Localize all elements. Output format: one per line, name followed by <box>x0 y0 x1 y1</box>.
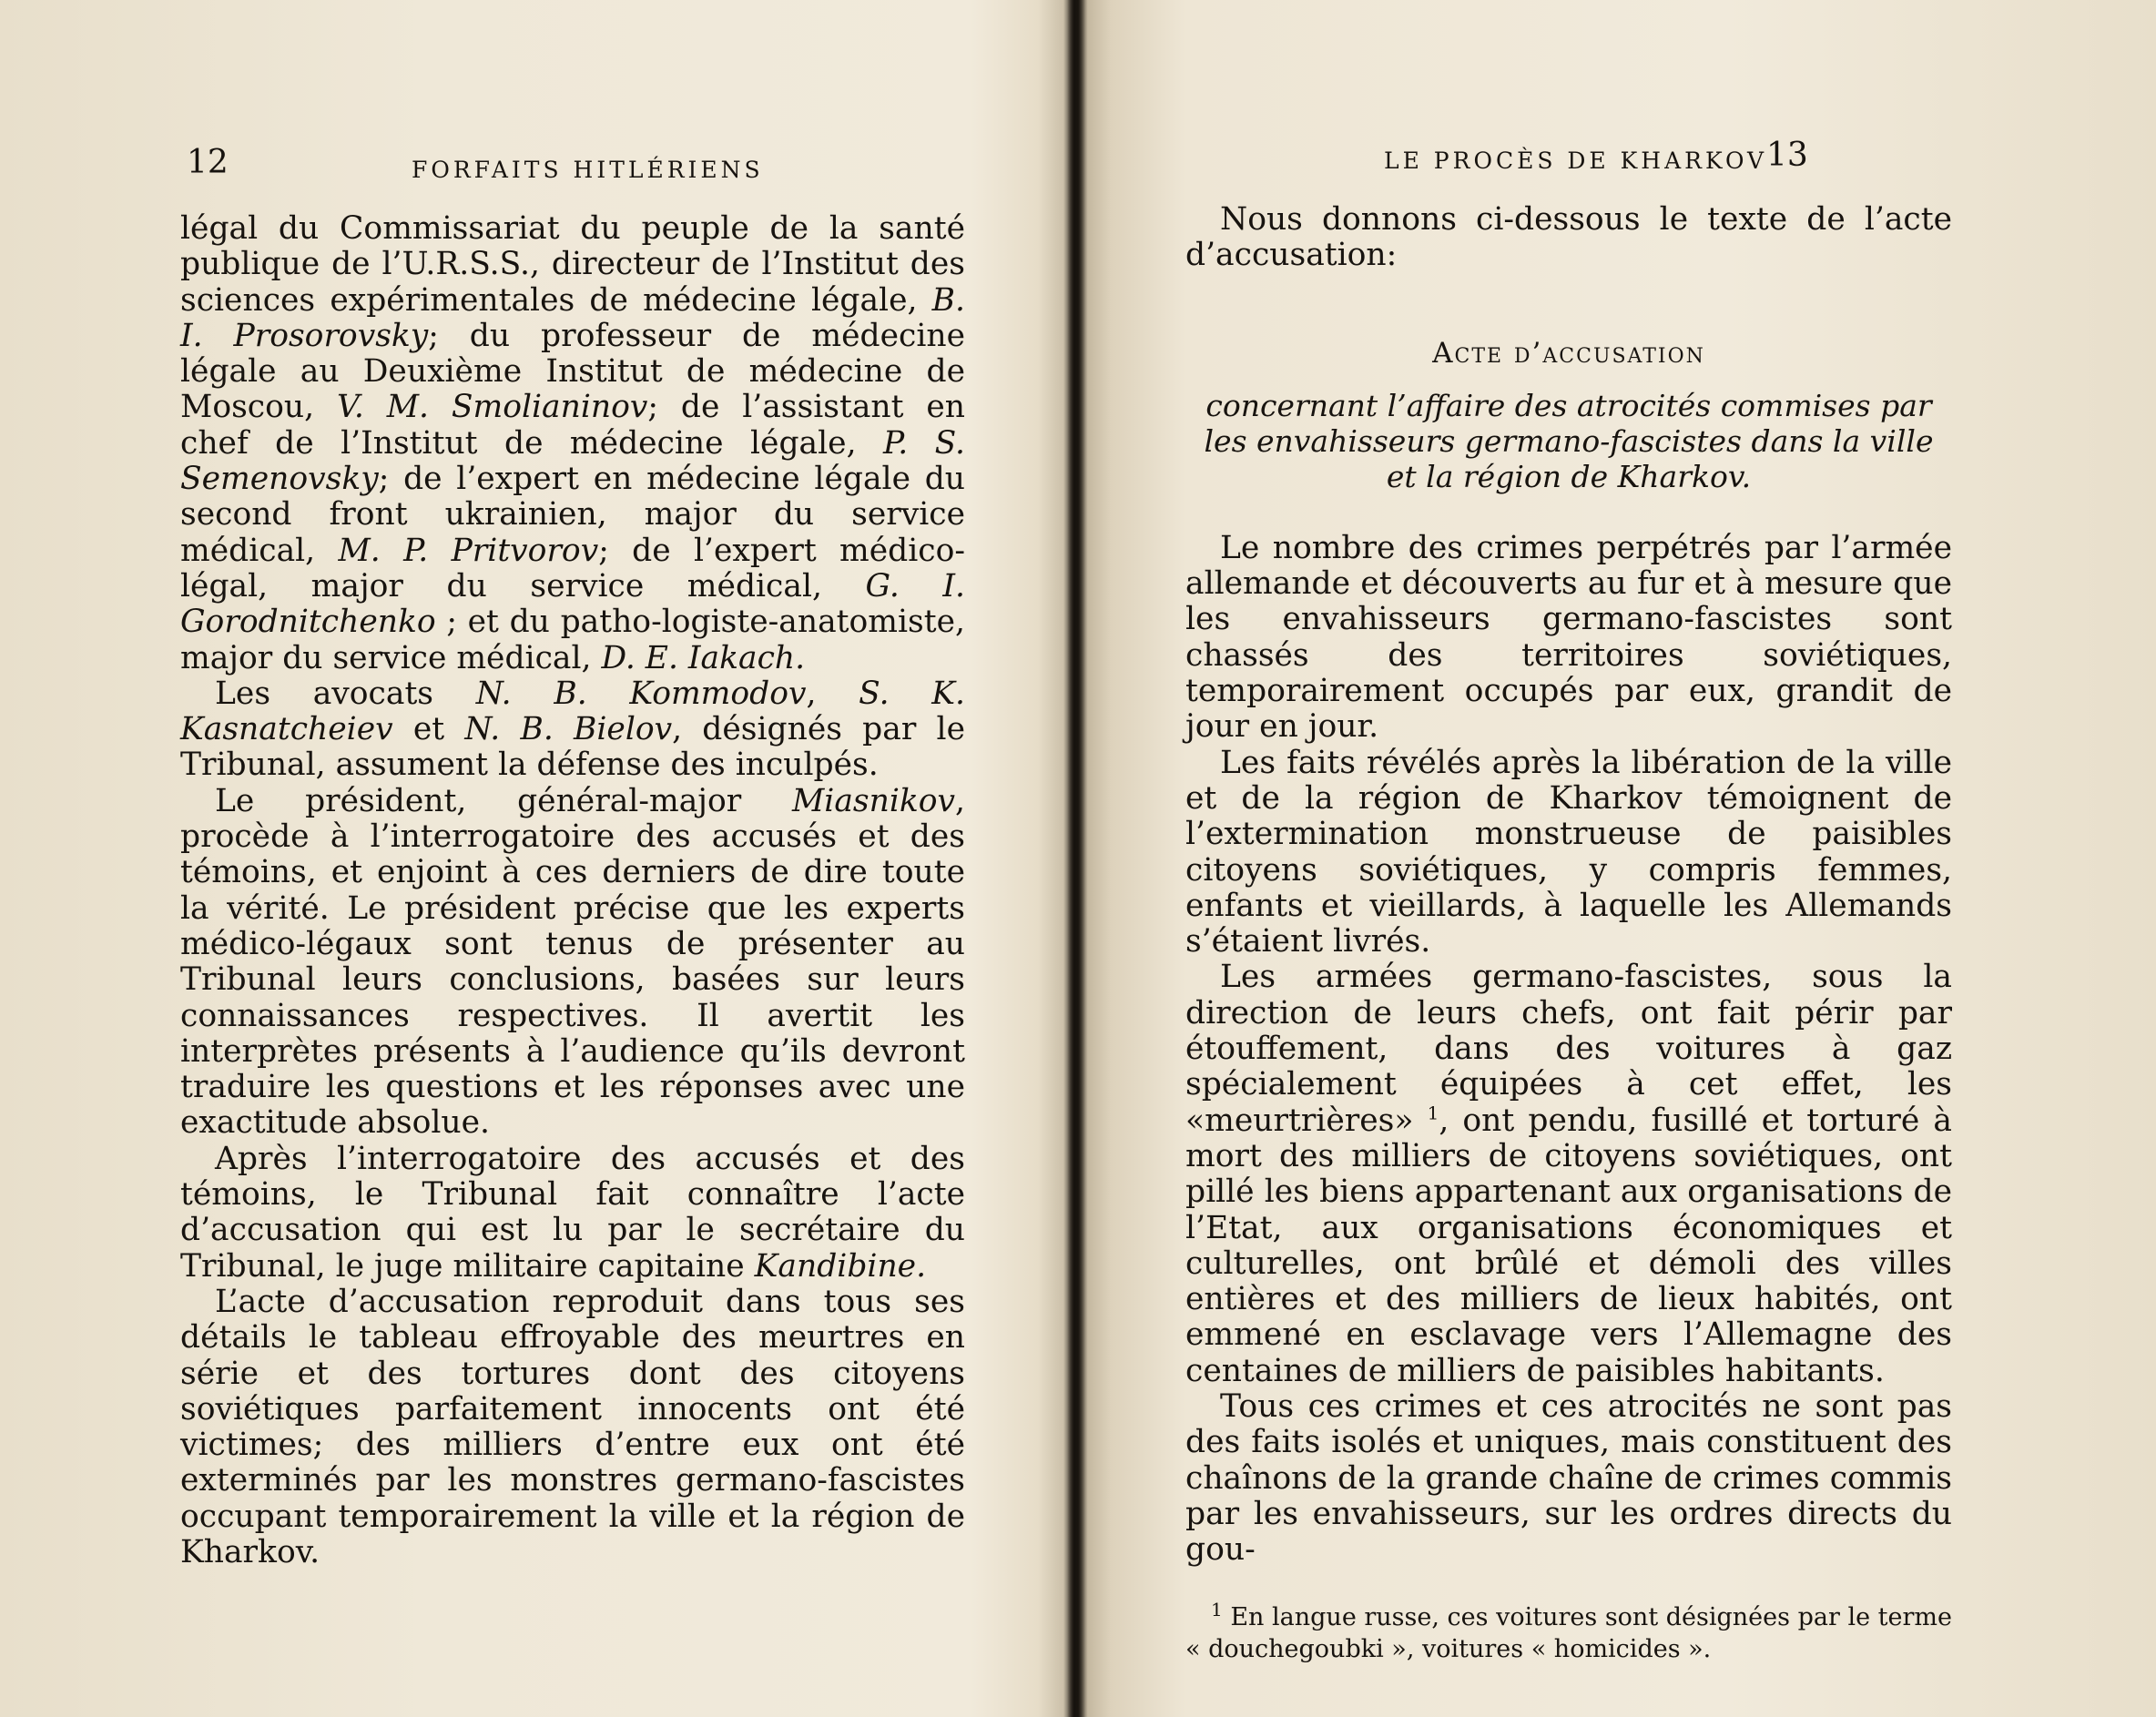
footnote-text: En langue russe, ces voitures sont désignées par le terme « douchegoubki », voitures « homicides ». <box>1185 1602 1952 1663</box>
person-name: Miasnikov <box>791 782 956 819</box>
footnote-mark: 1 <box>1211 1598 1223 1620</box>
section-subtitle: concernant l’affaire des atrocités commises par les envahisseurs germano-fascistes dans la ville et la région de Kharkov. <box>1204 387 1934 494</box>
person-name: D. E. Iakach. <box>601 639 806 676</box>
left-running-title: FORFAITS HITLÉRIENS <box>412 157 764 183</box>
person-name: P. S. Semenovsky <box>180 424 965 498</box>
paragraph: Tous ces crimes et ces atrocités ne sont pas des faits isolés et uniques, mais constituent des chaînons de la grande chaîne de crimes commis par les envahisseurs, sur les ordres directs du gou- <box>1185 1388 1952 1569</box>
person-name: G. I. Gorodnitchenko <box>180 567 965 641</box>
paragraph <box>180 1142 965 1285</box>
text-run: Le président, général-major <box>215 782 792 819</box>
left-page-body <box>180 211 965 1570</box>
paragraph <box>180 676 965 784</box>
paragraph: Le nombre des crimes perpétrés par l’armée allemande et découverts au fur et à mesure que les envahisseurs germano-fascistes sont chassés des territoires soviétiques, temporairement occupés par eux, grandit de jour en jour. <box>1185 529 1952 746</box>
left-running-head <box>0 137 1056 191</box>
footnote <box>1185 1598 1952 1665</box>
left-page <box>0 0 1056 1717</box>
paragraph <box>180 211 965 676</box>
right-running-title: LE PROCÈS DE KHARKOV <box>1384 147 1768 174</box>
person-name: Kandibine. <box>754 1247 927 1285</box>
left-page-number: 12 <box>187 144 229 181</box>
text-run: ; de l’assistant en chef de l’Institut de médecine légale, <box>180 389 965 462</box>
text-run: Les armées germano-fascistes, sous la direction de leurs chefs, ont fait périr par étouffement, dans des voitures à gaz spécialement équipées à cet effet, les «meurtrières» <box>1185 959 1952 1139</box>
person-name: N. B. Kommodov <box>475 675 807 712</box>
paragraph <box>180 784 965 1142</box>
person-name: N. B. Bielov <box>464 711 673 748</box>
right-page-body <box>1185 202 1952 1665</box>
right-running-head <box>1074 137 2156 191</box>
text-run: Les avocats <box>215 675 476 712</box>
text-run: ; de l’expert en médecine légale du second front ukrainien, major du service médical, <box>180 461 965 569</box>
footnote-reference: 1 <box>1427 1102 1439 1124</box>
paragraph <box>1185 960 1952 1389</box>
text-run: et <box>392 711 465 748</box>
right-page-number: 13 <box>1766 137 1808 174</box>
intro-paragraph: Nous donnons ci-dessous le texte de l’acte d’accusation: <box>1185 201 1952 274</box>
text-run: Après l’interrogatoire des accusés et des témoins, le Tribunal fait connaître l’acte d’accusation qui est lu par le secrétaire du Tribunal, le juge militaire capitaine <box>180 1140 965 1285</box>
text-run: , procède à l’interrogatoire des accusés et des témoins, et enjoint à ces derniers de dire toute la vérité. Le président précise que les experts médico-légaux sont tenus de présenter au Tribunal leurs conclusions, basées sur leurs connaissances respectives. Il avertit les interprètes présents à l’audience qu’ils devront traduire les questions et les réponses avec une exactitude absolue. <box>180 782 965 1142</box>
person-name: S. K. Kasnatcheiev <box>180 675 965 748</box>
text-run: , <box>806 675 859 712</box>
right-page <box>1074 0 2156 1717</box>
person-name: V. M. Smolianinov <box>336 389 648 426</box>
paragraph: Les faits révélés après la libération de la ville et de la région de Kharkov témoignent de l’extermination monstrueuse de paisibles citoyens soviétiques, y compris femmes, enfants et vieillards, à laquelle les Allemands s’étaient livrés. <box>1185 744 1952 960</box>
text-run: , désignés par le Tribunal, assument la défense des inculpés. <box>180 711 965 784</box>
person-name: M. P. Pritvorov <box>338 532 599 569</box>
section-title: Acte d’accusation <box>1432 336 1705 370</box>
text-run: ; du professeur de médecine légale au Deuxième Institut de médecine de Moscou, <box>180 317 965 426</box>
text-run: ; et du patho-logiste-anatomiste, major du service médical, <box>180 604 965 676</box>
paragraph: L’acte d’accusation reproduit dans tous ses détails le tableau effroyable des meurtres en série et des tortures dont des citoyens soviétiques parfaitement innocents ont été victimes; des milliers d’entre eux ont été exterminés par les monstres germano-fascistes occupant temporairement la ville et la région de Kharkov. <box>180 1283 965 1570</box>
text-run: ; de l’expert médico-légal, major du service médical, <box>180 532 965 605</box>
text-run: légal du Commissariat du peuple de la santé publique de l’U.R.S.S., directeur de l’Institut des sciences expérimentales de médecine légale, <box>180 210 965 319</box>
text-run: , ont pendu, fusillé et torturé à mort des milliers de citoyens soviétiques, ont pillé les biens appartenant aux organisations de l’Etat, aux organisations économiques et culturelles, ont brûlé et démoli des villes entières et des milliers de lieux habités, ont emmené en esclavage vers l’Allemagne des centaines de milliers de paisibles habitants. <box>1185 1102 1952 1389</box>
person-name: B. I. Prosorovsky <box>180 281 965 354</box>
